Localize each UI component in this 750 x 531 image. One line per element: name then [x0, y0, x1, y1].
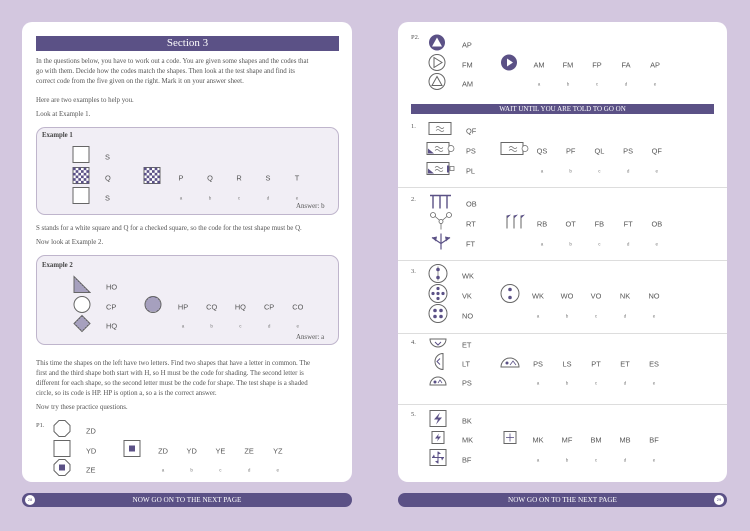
option-letter: c — [598, 241, 601, 247]
answer-option-c[interactable]: R — [236, 173, 242, 183]
option-letter: b — [565, 380, 569, 386]
shape-code: BF — [462, 455, 472, 465]
shape-code: AM — [462, 79, 474, 89]
option-letter: c — [595, 81, 599, 87]
test-shape-pinwheel-square-small-icon — [503, 431, 517, 450]
option-letter: e — [653, 81, 657, 87]
option-letter: a — [161, 467, 165, 473]
right-footer — [398, 493, 727, 507]
shape-code: NO — [462, 311, 474, 321]
option-letter: e — [655, 168, 659, 174]
answer-option-d[interactable]: NK — [619, 291, 631, 301]
flags-filled-icon — [428, 232, 454, 257]
explain-line-3: different for each shape, so the second letter must be the code for shape. The test shape is a shaded — [36, 380, 308, 387]
option-letter: b — [566, 81, 570, 87]
option-letter: b — [569, 168, 572, 174]
option-letter: b — [208, 195, 212, 201]
option-letter: d — [623, 380, 627, 386]
answer-option-c[interactable]: PT — [591, 359, 601, 369]
option-letter: b — [569, 241, 572, 247]
shape-code: PS — [462, 378, 472, 388]
intro-line-2: go with them. Decide how the codes match the shapes. Then look at the test shape and find its — [36, 68, 295, 75]
half-circle-left-icon — [431, 352, 445, 377]
option-letter: a — [181, 323, 185, 329]
wave-rect-icon — [428, 121, 454, 142]
bolt-square-small-icon — [431, 431, 445, 450]
answer-option-e[interactable]: NO — [648, 291, 660, 301]
option-letter: c — [594, 457, 598, 463]
shape-code: WK — [462, 271, 474, 281]
explain-line-2: first and the third shape both start with H, so H must be the code for shading. The second letter is — [36, 370, 304, 377]
look-example-1: Look at Example 1. — [36, 111, 91, 118]
answer-option-d[interactable]: FT — [623, 219, 633, 229]
example-2-label: Example 2 — [42, 262, 73, 269]
option-letter: e — [652, 380, 656, 386]
bolt-square-icon — [429, 410, 447, 433]
shape-code: PL — [466, 166, 476, 176]
explain-line-4: circle, so its code is HP. HP is option a, so a is the correct answer. — [36, 390, 217, 397]
answer-option-a[interactable]: PS — [533, 359, 543, 369]
answer-option-a[interactable]: QS — [536, 146, 548, 156]
test-shape-circle-shaded-icon — [144, 296, 162, 319]
answer-option-c[interactable]: VO — [590, 291, 602, 301]
test-shape-flags-right-icon — [502, 213, 528, 236]
option-letter: e — [296, 323, 300, 329]
wait-banner: WAIT UNTIL YOU ARE TOLD TO GO ON — [411, 104, 714, 114]
option-letter: c — [219, 467, 222, 473]
shape-code: ZE — [86, 465, 96, 475]
shape-code: VK — [462, 291, 472, 301]
shape-code: CP — [106, 302, 117, 312]
answer-option-d[interactable]: ZE — [244, 446, 254, 456]
answer-option-b[interactable]: PF — [565, 146, 576, 156]
square-white-icon — [72, 187, 90, 210]
intro-line-3: correct code from the five given on the right. Mark it on your answer sheet. — [36, 78, 244, 85]
explain-line-1: This time the shapes on the left have two letters. Find two shapes that have a letter in common. The — [36, 360, 311, 367]
answer-option-c[interactable]: HQ — [234, 302, 246, 312]
question-number-q2: 2. — [411, 196, 416, 203]
option-letter: c — [594, 380, 598, 386]
option-letter: e — [655, 241, 659, 247]
example-1-answer: Answer: b — [296, 203, 325, 210]
option-letter: b — [565, 313, 569, 319]
question-number-p2: P2. — [411, 34, 420, 41]
answer-option-c[interactable]: FB — [594, 219, 605, 229]
left-footer — [22, 493, 352, 507]
option-letter: b — [565, 457, 569, 463]
shape-code: OB — [466, 199, 477, 209]
option-letter: c — [237, 195, 241, 201]
example-1-label: Example 1 — [42, 132, 73, 139]
divider — [398, 404, 727, 405]
question-number-q4: 4. — [411, 339, 416, 346]
option-letter: a — [179, 195, 183, 201]
shape-code: BK — [462, 416, 472, 426]
option-letter: c — [239, 323, 242, 329]
answer-option-d[interactable]: ET — [620, 359, 630, 369]
test-shape-wave-rect-circle-icon — [500, 141, 530, 162]
answer-option-c[interactable]: FP — [592, 60, 602, 70]
shape-code: YD — [86, 446, 97, 456]
page-number: 29 — [714, 495, 724, 505]
answer-option-b[interactable]: MF — [561, 435, 573, 445]
answer-option-a[interactable]: MK — [532, 435, 544, 445]
question-number-p1: P1. — [36, 422, 45, 429]
help-text: Here are two examples to help you. — [36, 97, 134, 104]
question-number-q3: 3. — [411, 268, 416, 275]
circle-dots-four-icon — [428, 304, 448, 329]
test-shape-square-checked-icon — [143, 167, 161, 190]
option-letter: d — [626, 241, 630, 247]
option-letter: a — [540, 241, 544, 247]
example-2-answer: Answer: a — [296, 334, 325, 341]
answer-option-b[interactable]: Q — [207, 173, 213, 183]
option-letter: d — [626, 168, 630, 174]
answer-option-b[interactable]: LS — [562, 359, 572, 369]
shape-code: S — [105, 152, 110, 162]
shape-code: ZD — [86, 426, 96, 436]
shape-code: QF — [466, 126, 477, 136]
shape-code: HQ — [106, 321, 118, 331]
question-number-q5: 5. — [411, 411, 416, 418]
shape-code: FM — [462, 60, 473, 70]
intro-line-1: In the questions below, you have to work out a code. You are given some shapes and the codes that — [36, 58, 309, 65]
answer-option-d[interactable]: FA — [621, 60, 631, 70]
option-letter: a — [536, 380, 540, 386]
answer-option-b[interactable]: WO — [560, 291, 574, 301]
square-white-icon — [72, 146, 90, 169]
option-letter: c — [598, 168, 601, 174]
option-letter: b — [190, 467, 193, 473]
divider — [398, 260, 727, 261]
diamond-shaded-icon — [73, 315, 91, 338]
option-letter: a — [540, 168, 544, 174]
option-letter: d — [624, 81, 628, 87]
answer-option-e[interactable]: YZ — [273, 446, 283, 456]
shape-code: AP — [462, 40, 472, 50]
answer-option-e[interactable]: OB — [651, 219, 663, 229]
try-text: Now try these practice questions. — [36, 404, 128, 411]
answer-option-e[interactable]: ES — [649, 359, 659, 369]
answer-option-b[interactable]: FM — [562, 60, 574, 70]
answer-option-c[interactable]: YE — [215, 446, 226, 456]
option-letter: b — [210, 323, 213, 329]
shape-code: ET — [462, 340, 472, 350]
answer-option-e[interactable]: T — [294, 173, 300, 183]
answer-option-d[interactable]: MB — [619, 435, 631, 445]
section-title: Section 3 — [36, 36, 339, 51]
next-page-text: NOW GO ON TO THE NEXT PAGE — [508, 496, 617, 504]
option-letter: d — [623, 457, 627, 463]
shape-code: PS — [466, 146, 476, 156]
shape-code: S — [105, 193, 110, 203]
option-letter: e — [652, 457, 656, 463]
half-circle-up-dot-icon — [428, 374, 448, 392]
answer-option-d[interactable]: PS — [623, 146, 634, 156]
page-number: 28 — [25, 495, 35, 505]
answer-option-b[interactable]: CQ — [206, 302, 218, 312]
option-letter: d — [623, 313, 627, 319]
answer-option-d[interactable]: CP — [263, 302, 275, 312]
next-page-text: NOW GO ON TO THE NEXT PAGE — [132, 496, 242, 504]
answer-option-a[interactable]: P — [178, 173, 184, 183]
option-letter: e — [295, 195, 299, 201]
wave-rect-corner-square-icon — [426, 161, 456, 182]
circle-triangle-up-icon — [428, 73, 446, 96]
question-number-q1: 1. — [411, 123, 416, 130]
shape-code: LT — [462, 359, 471, 369]
answer-option-c[interactable]: QL — [594, 146, 605, 156]
answer-option-d[interactable]: S — [265, 173, 271, 183]
answer-option-e[interactable]: CO — [292, 302, 304, 312]
test-shape-circle-triangle-right-filled-icon — [500, 54, 518, 77]
example-1-explanation: S stands for a white square and Q for a checked square, so the code for the test shape must be Q. — [36, 225, 302, 232]
answer-option-e[interactable]: AP — [650, 60, 660, 70]
option-letter: e — [276, 467, 280, 473]
shape-code: MK — [462, 435, 474, 445]
answer-option-b[interactable]: OT — [565, 219, 576, 229]
look-example-2: Now look at Example 2. — [36, 239, 104, 246]
option-letter: d — [267, 323, 271, 329]
answer-option-a[interactable]: HP — [177, 302, 189, 312]
answer-option-c[interactable]: BM — [590, 435, 602, 445]
option-letter: d — [247, 467, 251, 473]
shape-code: RT — [466, 219, 476, 229]
option-letter: c — [594, 313, 598, 319]
shape-code: HO — [106, 282, 118, 292]
divider — [398, 187, 727, 188]
option-letter: a — [537, 81, 541, 87]
shape-code: FT — [466, 239, 476, 249]
option-letter: d — [266, 195, 270, 201]
answer-option-a[interactable]: WK — [532, 291, 544, 301]
test-shape-square-dot-icon — [123, 440, 141, 463]
test-shape-circle-dots-vertical-filled-icon — [500, 284, 520, 309]
answer-option-e[interactable]: BF — [649, 435, 659, 445]
pinwheel-square-icon — [429, 449, 447, 472]
answer-option-e[interactable]: QF — [651, 146, 662, 156]
octagon-dot-icon — [53, 459, 71, 482]
answer-option-a[interactable]: ZD — [158, 446, 168, 456]
wave-rect-corner-circle-icon — [426, 141, 456, 162]
test-shape-half-circle-up-dots-icon — [499, 355, 521, 373]
shape-code: Q — [105, 173, 111, 183]
answer-option-a[interactable]: RB — [536, 219, 548, 229]
divider — [398, 333, 727, 334]
answer-option-a[interactable]: AM — [533, 60, 545, 70]
option-letter: e — [652, 313, 656, 319]
answer-option-b[interactable]: YD — [186, 446, 197, 456]
option-letter: a — [536, 313, 540, 319]
option-letter: a — [536, 457, 540, 463]
